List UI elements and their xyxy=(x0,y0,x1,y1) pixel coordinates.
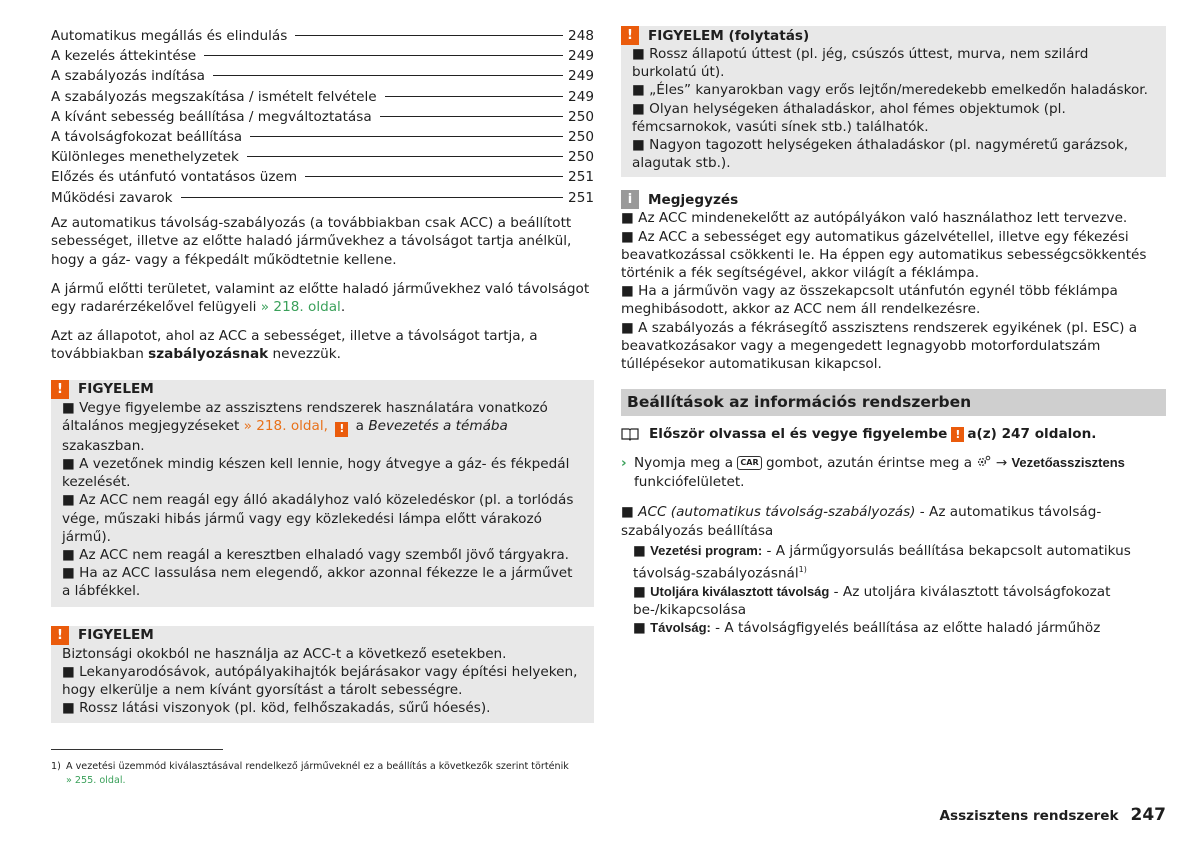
warning-text: a xyxy=(351,418,369,435)
toc-entry-page: 249 xyxy=(568,48,594,65)
toc-entry[interactable] xyxy=(51,147,594,167)
note-bullet: ■ A szabályozás a fékrásegítő asszisztens rendszerek egyikének (pl. ESC) a beavatkozásakor vagy a megengedett legnagyobb motorfordulatszám túllépésekor automatikusan kikapcsol. xyxy=(621,319,1138,373)
warning-title: FIGYELEM xyxy=(78,381,154,398)
warning-bullet: ■ A vezetőnek mindig készen kell lennie, hogy átvegye a gáz- és fékpedál kezelését. xyxy=(62,455,570,491)
warning-bullet: ■ Lekanyarodósávok, autópályakihajtók bejárásakor vagy építési helyeken, hogy elkerülje a nem kívánt gyorsítást a tárolt sebességre. xyxy=(62,663,578,699)
settings-list xyxy=(621,503,1166,637)
footnote xyxy=(51,760,596,788)
toc-entry[interactable] xyxy=(51,66,594,86)
toc-entry[interactable] xyxy=(51,26,594,46)
list-item-text: - Az automatikus távolság-szabályozás beállítása xyxy=(621,504,1102,539)
note-bullet: ■ Az ACC a sebességet egy automatikus gázelvétellel, illetve egy fékezési beavatkozással csökkenti le. Ha éppen egy automatikus sebességcsökkentés történik a fék segítségével, akkor világít a féklámpa. xyxy=(621,228,1147,282)
toc-entry-title: A kívánt sebesség beállítása / megváltoztatása xyxy=(51,108,372,125)
toc-leader-line xyxy=(380,116,563,117)
warning-header xyxy=(51,380,594,399)
warning-line: Biztonsági okokból ne használja az ACC-t a következő esetekben. xyxy=(62,645,507,662)
arrow-separator: → xyxy=(991,455,1012,472)
toc-entry[interactable] xyxy=(51,87,594,107)
warning-icon: ! xyxy=(621,26,639,45)
instruction-step xyxy=(621,454,1166,491)
toc-entry[interactable] xyxy=(51,167,594,187)
footnote-body xyxy=(66,760,569,788)
toc-entry-title: Különleges menethelyzetek xyxy=(51,149,239,166)
sub-item-label: Vezetési program: xyxy=(650,543,763,559)
step-text-part: Nyomja meg a xyxy=(634,455,738,472)
toc-leader-line xyxy=(204,55,563,56)
warning-title: FIGYELEM xyxy=(78,627,154,644)
page-link-255[interactable]: » 255. oldal. xyxy=(66,775,126,786)
toc-entry-title: A szabályozás megszakítása / ismételt felvétele xyxy=(51,88,377,105)
sub-item-label: Utoljára kiválasztott távolság xyxy=(650,583,830,599)
warning-header xyxy=(621,26,1166,45)
warning-bullet xyxy=(62,399,582,455)
read-first-text: Először olvassa el és vegye figyelembe xyxy=(649,426,948,443)
toc-leader-line xyxy=(385,96,563,97)
toc-entry-page: 251 xyxy=(568,189,594,206)
toc-entry-page: 248 xyxy=(568,28,594,44)
warning-box-continued xyxy=(621,26,1166,177)
toc-entry[interactable] xyxy=(51,107,594,127)
car-button-icon: CAR xyxy=(737,456,761,470)
footer-section-title: Asszisztens rendszerek xyxy=(939,808,1119,824)
warning-header xyxy=(51,626,594,645)
toc-leader-line xyxy=(250,136,563,137)
toc-leader-line xyxy=(213,75,563,76)
warning-bullet: ■ Nagyon tagozott helységeken áthaladáskor (pl. nagyméretű garázsok, alagutak stb.). xyxy=(632,137,1129,172)
note-body xyxy=(621,209,1166,373)
intro-text-3: Azt az állapotot, ahol az ACC a sebességet, illetve a távolságot tartja, a továbbiakban xyxy=(51,327,538,363)
sub-item-text: - A járműgyorsulás beállítása bekapcsolt automatikus távolság-szabályozásnál xyxy=(633,543,1131,582)
warning-box-1 xyxy=(51,380,594,607)
intro-text-3-end: nevezzük. xyxy=(268,346,341,363)
warning-icon: ! xyxy=(51,380,69,399)
toc-leader-line xyxy=(181,197,564,198)
warning-box-2 xyxy=(51,626,594,724)
intro-paragraph-2 xyxy=(51,280,594,317)
right-column xyxy=(621,26,1166,638)
read-first-page-ref[interactable]: a(z) 247 oldalon. xyxy=(967,426,1097,443)
footnote-text: A vezetési üzemmód kiválasztásával rendelkező járműveknél ez a beállítás a következők szerint történik xyxy=(66,761,569,772)
step-arrow-icon: › xyxy=(621,455,627,472)
note-bullet: ■ Ha a járművön vagy az összekapcsolt utánfutón egynél több féklámpa meghibásodott, akkor az ACC nem áll rendelkezésre. xyxy=(621,283,1118,318)
list-item: ■ ACC (automatikus távolság-szabályozás) - Az automatikus távolság-szabályozás beállítása xyxy=(621,504,1102,539)
settings-gear-icon xyxy=(976,455,991,468)
footnote-ref: 1) xyxy=(798,564,807,574)
note-header xyxy=(621,190,1166,209)
toc-entry-page: 250 xyxy=(568,149,594,166)
warning-bullet: ■ Rossz állapotú úttest (pl. jég, csúszós úttest, murva, nem szilárd burkolatú út). xyxy=(632,46,1089,81)
sub-list-item: ■ Távolság: - A távolságfigyelés beállítása az előtte haladó járműhöz xyxy=(633,620,1101,637)
book-icon xyxy=(621,427,639,441)
warning-body xyxy=(621,45,1166,172)
warning-icon: ! xyxy=(335,422,348,437)
footnote-rule xyxy=(51,749,223,750)
warning-bullet: ■ Ha az ACC lassulása nem elegendő, akkor azonnal fékezze le a járművet a lábfékkel. xyxy=(62,565,573,600)
intro-text-1: Az automatikus távolság-szabályozás (a továbbiakban csak ACC) a beállított sebességet, illetve az előtte haladó járművekhez a távolságot tartja anélkül, hogy a gáz- vagy a fékpedált működtetnie kellene. xyxy=(51,214,572,269)
warning-bullet: ■ Olyan helységeken áthaladáskor, ahol fémes objektumok (pl. fémcsarnokok, vasúti sínek stb.) találhatók. xyxy=(632,100,1066,135)
read-first-line xyxy=(621,426,1166,442)
toc-entry-page: 249 xyxy=(568,68,594,85)
intro-paragraph-1 xyxy=(51,214,594,270)
warning-bullet: ■ Az ACC nem reagál egy álló akadályhoz való közeledéskor (pl. a torlódás vége, műszaki hibás jármű vagy egy közlekedési lámpa előtt várakozó jármű). xyxy=(62,492,574,545)
toc-entry-title: Automatikus megállás és elindulás xyxy=(51,28,288,44)
toc-entry-title: A kezelés áttekintése xyxy=(51,48,197,65)
toc-entry[interactable] xyxy=(51,46,594,66)
toc-leader-line xyxy=(305,176,563,177)
warning-text: szakaszban. xyxy=(62,437,145,454)
step-text-part: funkciófelületet. xyxy=(634,473,745,490)
toc-entry[interactable] xyxy=(51,188,594,208)
sub-list-item: ■ Vezetési program: - A járműgyorsulás beállítása bekapcsolt automatikus távolság-szabályozásnál$^{1)}$ xyxy=(633,543,1131,582)
intro-paragraph-3 xyxy=(51,327,594,364)
note-title: Megjegyzés xyxy=(648,191,739,208)
toc-entry-title: A távolságfokozat beállítása xyxy=(51,129,243,146)
intro-text-2: A jármű előtti területet, valamint az előtte haladó járművekhez való távolságot egy radarérzékelővel felügyeli xyxy=(51,280,590,316)
toc-entry-title: Előzés és utánfutó vontatásos üzem xyxy=(51,169,298,186)
warning-text: ■ Vegye figyelembe az asszisztens rendszerek használatára vonatkozó általános megjegyzéseket xyxy=(62,399,548,435)
toc-entry-page: 249 xyxy=(568,88,594,105)
toc-leader-line xyxy=(247,156,563,157)
left-column xyxy=(51,26,594,742)
page-number: 247 xyxy=(1130,805,1166,825)
toc-entry[interactable] xyxy=(51,127,594,147)
toc-entry-page: 250 xyxy=(568,108,594,125)
section-heading: Beállítások az információs rendszerben xyxy=(621,389,1166,416)
toc-entry-page: 250 xyxy=(568,129,594,146)
menu-item-driver-assist: Vezetőasszisztens xyxy=(1011,455,1125,471)
info-icon: i xyxy=(621,190,639,209)
sub-item-text: - A távolságfigyelés beállítása az előtte haladó járműhöz xyxy=(710,620,1101,637)
warning-italic-ref: Bevezetés a témába xyxy=(368,418,508,435)
list-item-title: ACC (automatikus távolság-szabályozás) xyxy=(638,504,916,521)
note-bullet: ■ Az ACC mindenekelőtt az autópályákon való használathoz lett tervezve. xyxy=(621,210,1128,227)
sub-list-item: ■ Utoljára kiválasztott távolság - Az utoljára kiválasztott távolságfokozat be-/kikapcsolása xyxy=(633,583,1111,618)
page-link-218[interactable]: » 218. oldal, xyxy=(243,418,328,435)
warning-bullet: ■ „Éles” kanyarokban vagy erős lejtőn/meredekebb emelkedőn haladáskor. xyxy=(632,82,1148,99)
toc-entry-title: Működési zavarok xyxy=(51,189,173,206)
warning-body xyxy=(51,399,594,601)
intro-bold-term: szabályozásnak xyxy=(148,346,269,363)
step-text-part: gombot, azután érintse meg a xyxy=(761,455,977,472)
table-of-contents xyxy=(51,26,594,208)
sub-item-label: Távolság: xyxy=(650,620,711,636)
warning-icon: ! xyxy=(51,626,69,645)
warning-icon: ! xyxy=(951,427,964,442)
toc-leader-line xyxy=(295,35,563,36)
warning-bullet: ■ Rossz látási viszonyok (pl. köd, felhőszakadás, sűrű hóesés). xyxy=(62,700,491,717)
page-footer xyxy=(939,805,1166,825)
step-text xyxy=(634,454,1166,491)
warning-bullet: ■ Az ACC nem reagál a keresztben elhaladó vagy szemből jövő tárgyakra. xyxy=(62,547,569,563)
toc-entry-page: 251 xyxy=(568,169,594,186)
sub-item-text: - Az utoljára kiválasztott távolságfokozat be-/kikapcsolása xyxy=(633,583,1111,618)
intro-text-2-end: . xyxy=(340,299,346,316)
warning-body xyxy=(51,645,594,718)
toc-entry-title: A szabályozás indítása xyxy=(51,68,206,85)
page-link-218[interactable]: » 218. oldal xyxy=(260,299,341,316)
warning-title: FIGYELEM (folytatás) xyxy=(648,27,810,44)
footnote-number: 1) xyxy=(51,761,61,772)
